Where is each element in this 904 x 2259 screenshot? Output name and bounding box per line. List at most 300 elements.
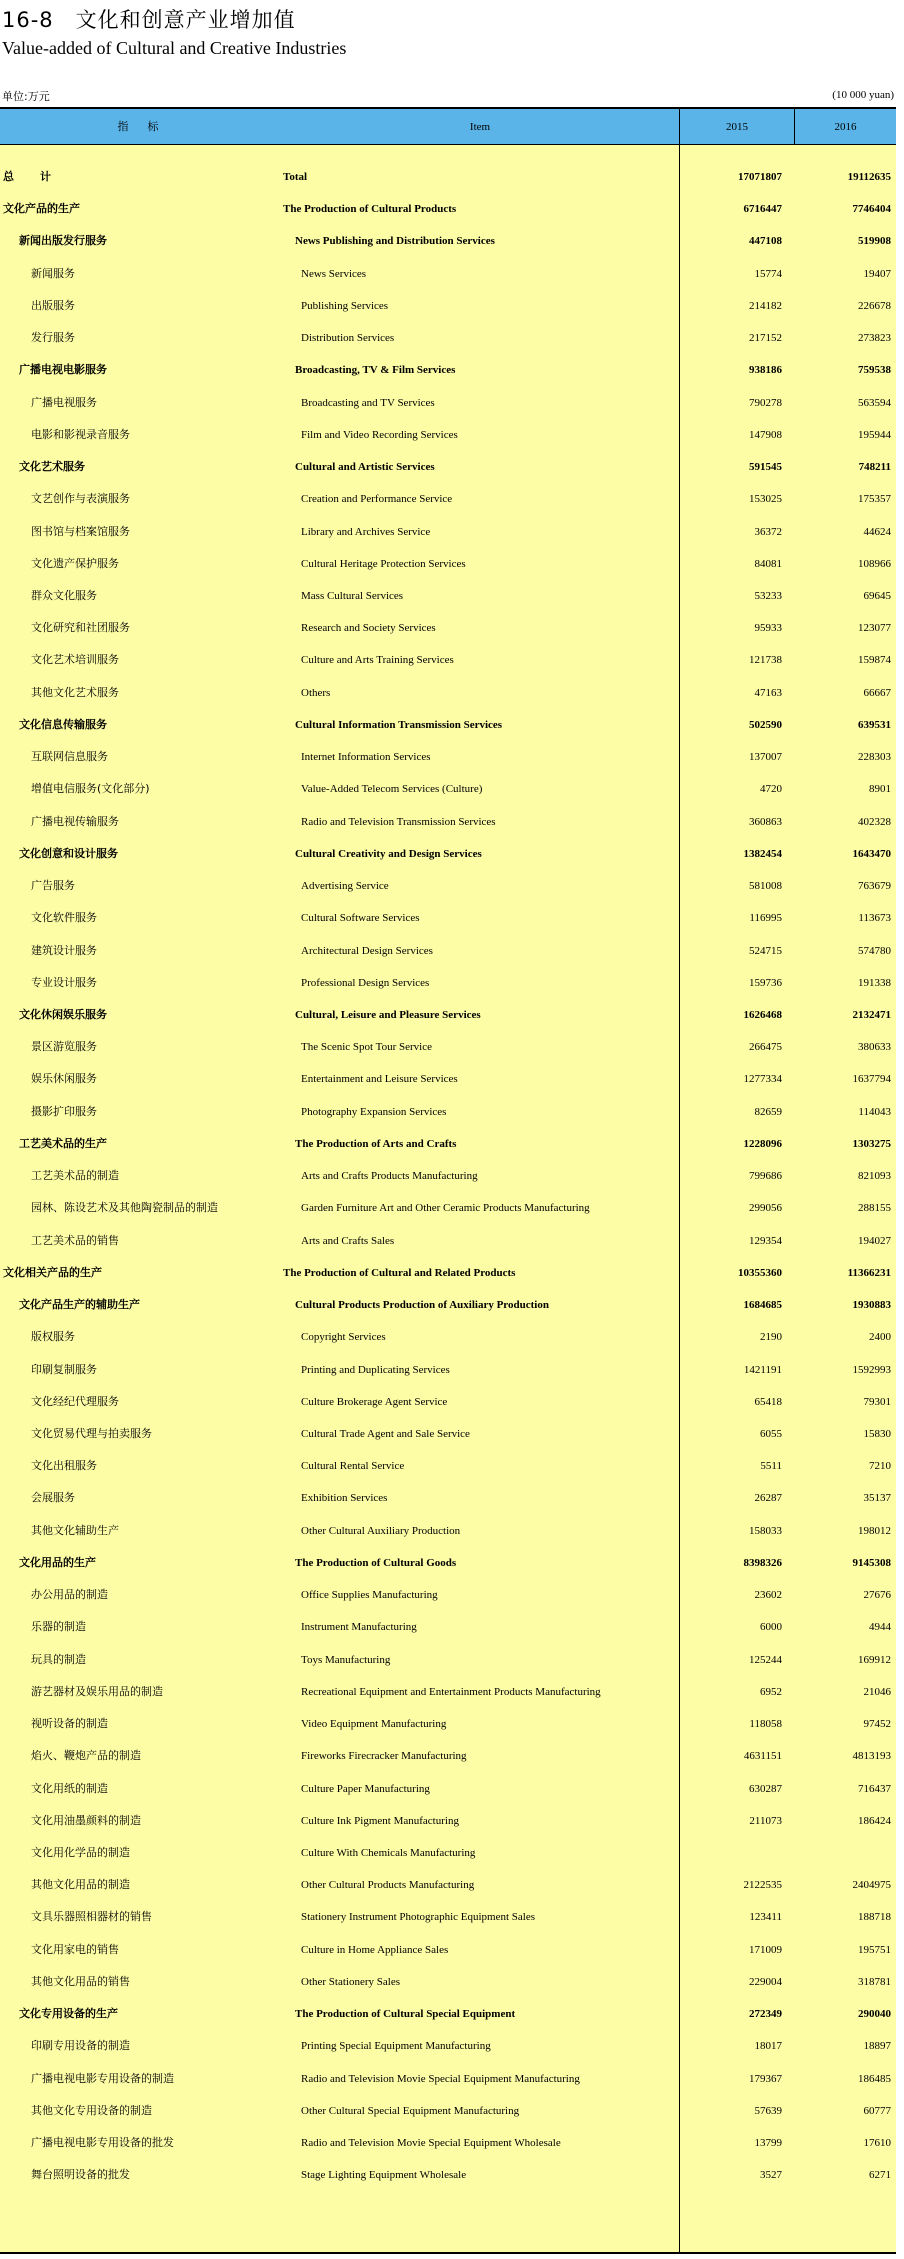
table-row (0, 290, 896, 322)
value-2016: 1930883 (852, 1299, 891, 1312)
value-2016: 7746404 (852, 203, 891, 216)
value-2016: 380633 (858, 1041, 891, 1054)
value-2016: 113673 (858, 912, 891, 925)
value-2015: 121738 (749, 654, 782, 667)
value-2016: 169912 (858, 1653, 891, 1666)
row-label-cn: 文化用品的生产 (19, 1555, 96, 1569)
row-label-cn: 版权服务 (31, 1330, 75, 1344)
row-label-en: Creation and Performance Service (301, 493, 453, 506)
value-2015: 18017 (754, 2040, 782, 2053)
header-year-divider (794, 107, 795, 145)
table-row (0, 161, 896, 193)
row-label-cn: 文具乐器照相器材的销售 (31, 1910, 152, 1924)
table-row (0, 967, 896, 999)
value-2016: 17610 (863, 2137, 891, 2150)
value-2016: 175357 (858, 493, 891, 506)
row-label-en: Film and Video Recording Services (301, 428, 458, 441)
unit-label-cn: 单位:万元 (2, 90, 50, 103)
row-label-en: Cultural Trade Agent and Sale Service (301, 1427, 470, 1440)
row-label-cn: 印刷专用设备的制造 (31, 2039, 130, 2053)
row-label-en: Architectural Design Services (301, 944, 433, 957)
value-2015: 272349 (749, 2008, 782, 2021)
value-2015: 26287 (754, 1492, 782, 1505)
value-2016: 574780 (858, 944, 891, 957)
value-2016: 519908 (858, 235, 891, 248)
value-2015: 13799 (754, 2137, 782, 2150)
value-2016: 159874 (858, 654, 891, 667)
table-row (0, 354, 896, 386)
header-year-2015: 2015 (726, 121, 748, 133)
value-2015: 158033 (749, 1524, 782, 1537)
value-2015: 171009 (749, 1943, 782, 1956)
value-2015: 4720 (760, 783, 782, 796)
value-2015: 17071807 (738, 171, 782, 183)
value-2016: 21046 (863, 1685, 891, 1698)
row-label-en: The Scenic Spot Tour Service (301, 1041, 432, 1054)
table-row (0, 741, 896, 773)
value-2016: 191338 (858, 976, 891, 989)
row-label-en: Recreational Equipment and Entertainment Products Manufacturing (301, 1685, 601, 1698)
row-label-cn: 群众文化服务 (31, 588, 97, 602)
value-2016: 60777 (863, 2104, 891, 2117)
header-item-en: Item (469, 121, 491, 133)
row-label-en: Instrument Manufacturing (301, 1621, 417, 1634)
row-label-cn: 广播电视电影服务 (19, 363, 107, 377)
table-row (0, 2159, 896, 2191)
row-label-cn: 文化研究和社团服务 (31, 621, 130, 635)
header-year-2016: 2016 (834, 121, 857, 133)
table-row (0, 483, 896, 515)
row-label-cn: 文化用家电的销售 (31, 1942, 119, 1956)
value-2016: 759538 (858, 364, 891, 377)
row-label-en: Fireworks Firecracker Manufacturing (301, 1750, 467, 1763)
table-row (0, 1966, 896, 1998)
value-2015: 790278 (749, 396, 782, 409)
row-label-en: Others (301, 686, 331, 699)
row-label-en: The Production of Cultural Products (283, 203, 457, 216)
row-label-en: Cultural Rental Service (301, 1460, 405, 1473)
row-label-cn: 舞台照明设备的批发 (31, 2168, 130, 2182)
value-2016: 7210 (869, 1460, 891, 1473)
row-label-cn: 互联网信息服务 (31, 750, 108, 764)
table-row (0, 806, 896, 838)
value-2016: 318781 (858, 1975, 891, 1988)
row-label-cn: 玩具的制造 (31, 1652, 86, 1666)
table-row (0, 1708, 896, 1740)
value-2015: 5511 (760, 1460, 782, 1473)
row-label-en: Radio and Television Transmission Services (301, 815, 496, 828)
data-table (0, 107, 896, 2254)
value-2016: 108966 (858, 557, 891, 570)
row-label-en: Other Cultural Special Equipment Manufacturing (301, 2104, 520, 2117)
row-label-cn: 景区游览服务 (31, 1040, 97, 1054)
value-2016: 4944 (869, 1621, 891, 1634)
row-label-cn: 文艺创作与表演服务 (31, 492, 130, 506)
value-2016: 195944 (858, 428, 891, 441)
value-2016: 639531 (858, 718, 891, 731)
row-label-cn: 文化用纸的制造 (31, 1781, 108, 1795)
row-label-cn: 广播电视电影专用设备的制造 (31, 2071, 174, 2085)
value-2016: 226678 (858, 299, 891, 312)
row-label-en: Value-Added Telecom Services (Culture) (301, 783, 483, 796)
table-header (0, 107, 896, 145)
row-label-cn: 广告服务 (31, 879, 75, 893)
table-row (0, 1740, 896, 1772)
value-2015: 8398326 (743, 1556, 782, 1569)
row-label-cn: 文化贸易代理与拍卖服务 (31, 1426, 152, 1440)
table-row (0, 419, 896, 451)
row-label-en: Distribution Services (301, 332, 395, 345)
row-label-cn: 文化遗产保护服务 (31, 556, 119, 570)
value-2016: 6271 (869, 2169, 891, 2182)
row-label-cn: 文化产品的生产 (3, 202, 80, 216)
value-2015: 299056 (749, 1202, 782, 1215)
value-2016: 402328 (858, 815, 891, 828)
value-2016: 15830 (863, 1427, 891, 1440)
row-label-en: Cultural, Leisure and Pleasure Services (295, 1008, 481, 1021)
value-2016: 188718 (858, 1911, 891, 1924)
header-indicator-cn: 指 标 (117, 120, 163, 133)
value-2015: 129354 (749, 1234, 782, 1247)
value-2016: 563594 (858, 396, 891, 409)
row-label-en: Radio and Television Movie Special Equipment Manufacturing (301, 2072, 580, 2085)
row-label-en: Printing and Duplicating Services (301, 1363, 450, 1376)
row-label-cn: 其他文化用品的销售 (31, 1974, 130, 1988)
table-row (0, 2127, 896, 2159)
table-row (0, 1805, 896, 1837)
value-2015: 116995 (749, 912, 782, 925)
row-label-cn: 文化相关产品的生产 (3, 1265, 102, 1279)
row-label-cn: 文化艺术培训服务 (31, 653, 119, 667)
value-2016: 4813193 (852, 1750, 891, 1763)
row-label-cn: 文化信息传输服务 (19, 717, 107, 731)
row-label-en: Video Equipment Manufacturing (301, 1718, 447, 1731)
row-label-en: Radio and Television Movie Special Equipment Wholesale (301, 2137, 561, 2150)
value-2015: 211073 (749, 1814, 782, 1827)
value-2015: 1277334 (743, 1073, 782, 1086)
row-label-cn: 文化用化学品的制造 (31, 1845, 130, 1859)
value-2015: 6716447 (743, 203, 782, 216)
value-2016: 290040 (858, 2008, 891, 2021)
row-label-cn: 印刷复制服务 (31, 1362, 97, 1376)
row-label-en: Arts and Crafts Sales (301, 1234, 395, 1247)
value-2016: 2404975 (852, 1879, 891, 1892)
value-2015: 591545 (749, 461, 782, 474)
row-label-cn: 广播电视传输服务 (31, 814, 119, 828)
value-2016: 186485 (858, 2072, 891, 2085)
row-label-cn: 会展服务 (31, 1491, 75, 1505)
value-2015: 137007 (749, 751, 782, 764)
table-row (0, 1644, 896, 1676)
value-2016: 1592993 (852, 1363, 891, 1376)
value-2016: 1303275 (852, 1137, 891, 1150)
row-label-en: Cultural and Artistic Services (295, 461, 435, 474)
table-row (0, 1418, 896, 1450)
value-2016: 716437 (858, 1782, 891, 1795)
table-row (0, 1160, 896, 1192)
value-2015: 95933 (754, 622, 782, 635)
row-label-cn: 其他文化专用设备的制造 (31, 2103, 152, 2117)
table-row (0, 1128, 896, 1160)
table-row (0, 1998, 896, 2030)
row-label-cn: 电影和影视录音服务 (31, 427, 130, 441)
value-2016: 123077 (858, 622, 891, 635)
value-2015: 360863 (749, 815, 782, 828)
unit-label-en: (10 000 yuan) (832, 89, 894, 101)
row-label-en: Professional Design Services (301, 976, 430, 989)
value-2015: 214182 (749, 299, 782, 312)
table-row (0, 677, 896, 709)
value-2016: 11366231 (847, 1266, 891, 1279)
row-label-en: Cultural Information Transmission Services (295, 718, 503, 731)
value-2015: 47163 (754, 686, 782, 699)
table-row (0, 1321, 896, 1353)
table-row (0, 1611, 896, 1643)
table-row (0, 1579, 896, 1611)
table-row (0, 1547, 896, 1579)
value-2016: 79301 (863, 1395, 891, 1408)
row-label-cn: 娱乐休闲服务 (31, 1072, 97, 1086)
value-2015: 502590 (749, 718, 782, 731)
value-2015: 82659 (754, 1105, 782, 1118)
table-row (0, 1934, 896, 1966)
table-title-en: Value-added of Cultural and Creative Industries (2, 38, 347, 58)
row-label-en: The Production of Arts and Crafts (295, 1137, 457, 1150)
table-row (0, 322, 896, 354)
table-row (0, 1354, 896, 1386)
row-label-en: Cultural Heritage Protection Services (301, 557, 466, 570)
value-2015: 3527 (760, 2169, 782, 2182)
row-label-en: Library and Archives Service (301, 525, 431, 538)
value-2016: 69645 (863, 589, 891, 602)
table-row (0, 516, 896, 548)
row-label-cn: 其他文化艺术服务 (31, 685, 119, 699)
table-row (0, 1450, 896, 1482)
value-2015: 23602 (754, 1589, 782, 1602)
row-label-cn: 增值电信服务(文化部分) (31, 782, 150, 796)
row-label-cn: 广播电视电影专用设备的批发 (31, 2136, 174, 2150)
value-2016: 9145308 (852, 1556, 891, 1569)
value-2016: 35137 (863, 1492, 891, 1505)
value-2015: 6952 (760, 1685, 782, 1698)
value-2016: 114043 (858, 1105, 891, 1118)
value-2015: 1626468 (743, 1008, 782, 1021)
row-label-cn: 建筑设计服务 (31, 943, 97, 957)
table-row (0, 709, 896, 741)
row-label-cn: 乐器的制造 (31, 1620, 86, 1634)
row-label-cn: 工艺美术品的销售 (31, 1233, 119, 1247)
table-row (0, 935, 896, 967)
value-2016: 44624 (863, 525, 891, 538)
value-2015: 159736 (749, 976, 782, 989)
table-row (0, 1773, 896, 1805)
row-label-cn: 文化创意和设计服务 (19, 846, 118, 860)
row-label-en: Research and Society Services (301, 622, 436, 635)
row-label-cn: 文化经纪代理服务 (31, 1394, 119, 1408)
value-2016: 194027 (858, 1234, 891, 1247)
value-2015: 4631151 (743, 1750, 782, 1763)
row-label-cn: 视听设备的制造 (31, 1717, 108, 1731)
table-row (0, 548, 896, 580)
row-label-en: Exhibition Services (301, 1492, 388, 1505)
row-label-en: Total (283, 171, 308, 183)
value-2015: 123411 (749, 1911, 782, 1924)
table-row (0, 838, 896, 870)
row-label-en: Culture Brokerage Agent Service (301, 1395, 448, 1408)
value-2016: 19407 (863, 267, 891, 280)
table-row (0, 773, 896, 805)
table-row (0, 902, 896, 934)
row-label-cn: 新闻出版发行服务 (19, 234, 107, 248)
value-2016: 821093 (858, 1170, 891, 1183)
value-2015: 65418 (754, 1395, 782, 1408)
table-row (0, 1386, 896, 1418)
table-row (0, 451, 896, 483)
table-row (0, 870, 896, 902)
table-row (0, 1031, 896, 1063)
row-label-en: Arts and Crafts Products Manufacturing (301, 1170, 478, 1183)
value-2015: 581008 (749, 880, 782, 893)
value-2015: 2122535 (743, 1879, 782, 1892)
value-2016: 66667 (863, 686, 891, 699)
row-label-cn: 出版服务 (31, 298, 75, 312)
value-2016: 763679 (858, 880, 891, 893)
row-label-cn: 文化产品生产的辅助生产 (19, 1298, 140, 1312)
value-2015: 15774 (754, 267, 782, 280)
row-label-en: News Publishing and Distribution Services (295, 235, 495, 248)
table-row (0, 225, 896, 257)
value-2016: 8901 (869, 783, 891, 796)
value-2016: 273823 (858, 332, 891, 345)
table-row (0, 1869, 896, 1901)
table-row (0, 612, 896, 644)
value-2016: 1637794 (852, 1073, 891, 1086)
row-label-cn: 图书馆与档案馆服务 (31, 524, 130, 538)
table-row (0, 1225, 896, 1257)
table-row (0, 1096, 896, 1128)
value-2015: 1228096 (743, 1137, 782, 1150)
table-row (0, 193, 896, 225)
row-label-cn: 文化软件服务 (31, 911, 97, 925)
table-row (0, 258, 896, 290)
value-2016: 2400 (869, 1331, 891, 1344)
value-2015: 179367 (749, 2072, 782, 2085)
row-label-cn: 工艺美术品的生产 (19, 1136, 107, 1150)
value-2016: 2132471 (852, 1008, 891, 1021)
row-label-en: Photography Expansion Services (301, 1105, 447, 1118)
table-row (0, 1837, 896, 1869)
table-row (0, 2095, 896, 2127)
row-label-cn: 文化艺术服务 (19, 460, 85, 474)
row-label-cn: 摄影扩印服务 (31, 1104, 97, 1118)
table-row (0, 1482, 896, 1514)
value-2016: 288155 (858, 1202, 891, 1215)
row-label-cn: 游艺器材及娱乐用品的制造 (31, 1684, 163, 1698)
row-label-cn: 园林、陈设艺术及其他陶瓷制品的制造 (31, 1201, 218, 1215)
row-label-cn: 广播电视服务 (31, 395, 97, 409)
row-label-en: Mass Cultural Services (301, 589, 404, 602)
value-2015: 447108 (749, 235, 782, 248)
row-label-en: The Production of Cultural Special Equipment (295, 2008, 516, 2021)
row-label-cn: 新闻服务 (31, 266, 75, 280)
row-label-en: Cultural Creativity and Design Services (295, 847, 482, 860)
value-2016: 195751 (858, 1943, 891, 1956)
row-label-cn: 专业设计服务 (31, 975, 97, 989)
row-label-en: The Production of Cultural and Related Products (283, 1266, 516, 1279)
value-2016: 198012 (858, 1524, 891, 1537)
value-2015: 84081 (754, 557, 782, 570)
table-row (0, 644, 896, 676)
value-2015: 630287 (749, 1782, 782, 1795)
value-2015: 799686 (749, 1170, 782, 1183)
value-2016: 748211 (858, 461, 891, 474)
row-label-en: Cultural Software Services (301, 912, 420, 925)
row-label-en: Copyright Services (301, 1331, 386, 1344)
row-label-en: Culture With Chemicals Manufacturing (301, 1846, 476, 1859)
row-label-en: Entertainment and Leisure Services (301, 1073, 458, 1086)
row-label-en: Culture Ink Pigment Manufacturing (301, 1814, 459, 1827)
table-row (0, 1257, 896, 1289)
row-label-en: Broadcasting and TV Services (301, 396, 435, 409)
value-2015: 217152 (749, 332, 782, 345)
row-label-en: Other Cultural Products Manufacturing (301, 1879, 475, 1892)
value-2015: 1421191 (743, 1363, 782, 1376)
table-row (0, 999, 896, 1031)
row-label-en: News Services (301, 267, 367, 280)
row-label-en: Culture and Arts Training Services (301, 654, 454, 667)
value-2016: 1643470 (852, 847, 891, 860)
table-row (0, 1289, 896, 1321)
value-2015: 36372 (754, 525, 782, 538)
value-2015: 10355360 (738, 1266, 782, 1279)
value-2015: 6055 (760, 1427, 782, 1440)
value-2016: 18897 (863, 2040, 891, 2053)
row-label-en: Other Stationery Sales (301, 1975, 400, 1988)
value-2016: 19112635 (847, 171, 891, 183)
value-2015: 57639 (754, 2104, 782, 2117)
value-2015: 125244 (749, 1653, 782, 1666)
value-2015: 118058 (749, 1718, 782, 1731)
row-label-en: Publishing Services (301, 299, 389, 312)
row-label-en: Cultural Products Production of Auxiliary Production (295, 1299, 549, 1312)
row-label-en: Internet Information Services (301, 751, 431, 764)
row-label-en: Stage Lighting Equipment Wholesale (301, 2169, 467, 2182)
value-2016: 228303 (858, 751, 891, 764)
row-label-cn: 办公用品的制造 (31, 1588, 108, 1602)
table-title-cn: 16-8 文化和创意产业增加值 (2, 8, 296, 32)
table-row (0, 1192, 896, 1224)
row-label-cn: 工艺美术品的制造 (31, 1169, 119, 1183)
value-2015: 2190 (760, 1331, 782, 1344)
value-2015: 1382454 (743, 847, 782, 860)
table-row (0, 580, 896, 612)
table-row (0, 2063, 896, 2095)
table-row (0, 1063, 896, 1095)
value-2016: 27676 (863, 1589, 891, 1602)
row-label-cn: 总计 (3, 170, 77, 183)
value-2015: 266475 (749, 1041, 782, 1054)
value-2015: 1684685 (743, 1299, 782, 1312)
table-row (0, 387, 896, 419)
row-label-cn: 文化休闲娱乐服务 (19, 1007, 107, 1021)
row-label-cn: 文化出租服务 (31, 1459, 97, 1473)
row-label-en: Stationery Instrument Photographic Equipment Sales (301, 1911, 536, 1924)
table-row (0, 1676, 896, 1708)
row-label-en: Broadcasting, TV & Film Services (295, 364, 456, 377)
value-2015: 147908 (749, 428, 782, 441)
row-label-cn: 文化用油墨颜料的制造 (31, 1813, 141, 1827)
row-label-en: Garden Furniture Art and Other Ceramic Products Manufacturing (301, 1202, 590, 1215)
